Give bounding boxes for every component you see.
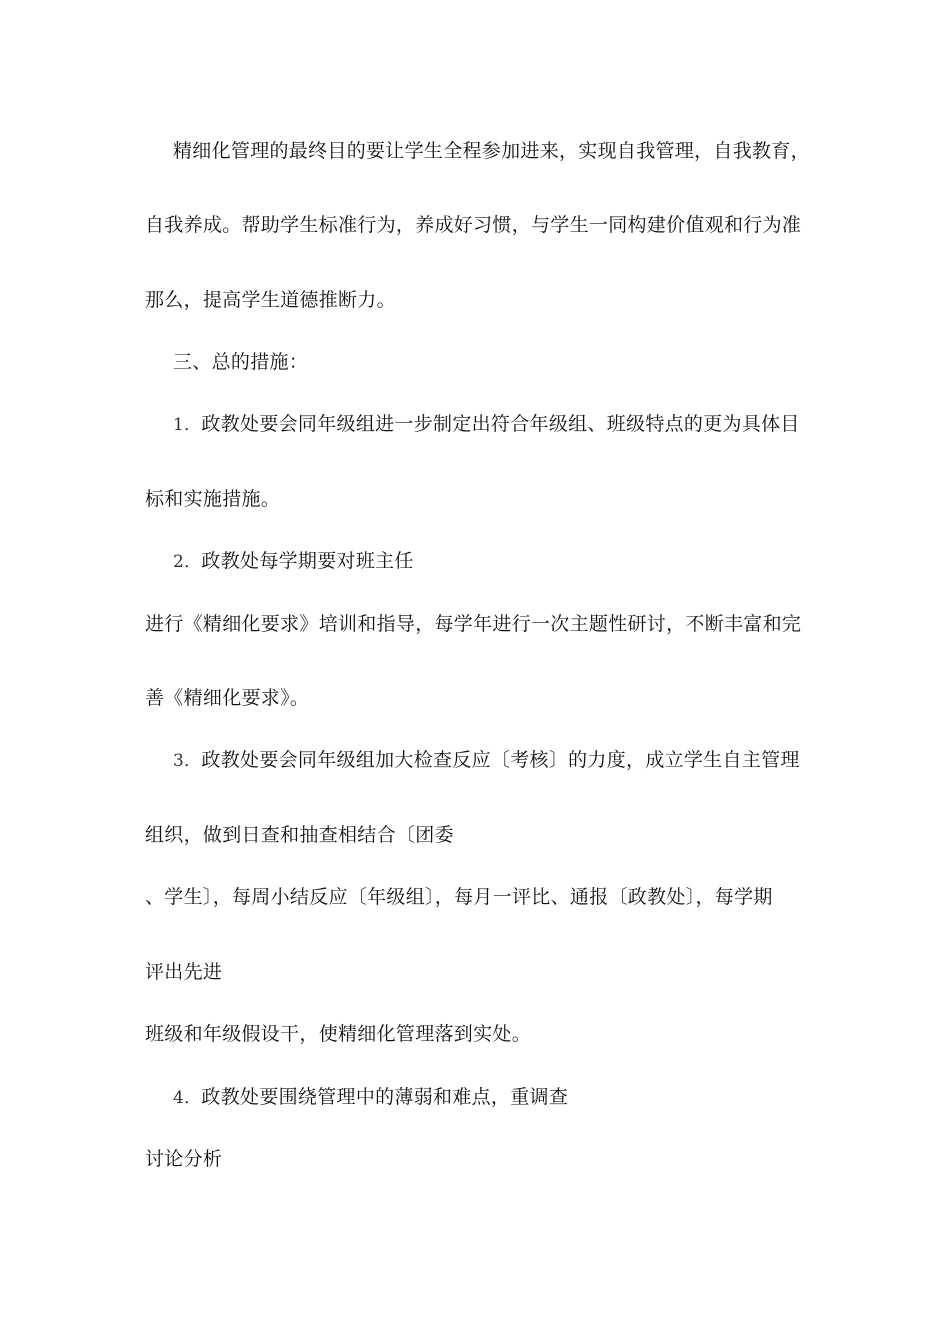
- paragraph-line: 那么，提高学生道德推断力。: [145, 289, 396, 311]
- list-item-3: [173, 747, 833, 774]
- paragraph-line: 讨论分析: [145, 1148, 223, 1170]
- list-item-text: 政教处要会同年级组加大检查反应〔考核〕的力度，成立学生自主管理: [201, 749, 800, 771]
- paragraph-line: 评出先进: [145, 961, 223, 983]
- item-number: 3．: [173, 751, 202, 771]
- list-item-4: [173, 1084, 833, 1111]
- item-number: 2．: [173, 552, 202, 572]
- paragraph-line: 班级和年级假设干，使精细化管理落到实处。: [145, 1023, 532, 1045]
- paragraph-line: 自我养成。帮助学生标准行为，养成好习惯，与学生一同构建价值观和行为准: [145, 214, 802, 236]
- list-item-2: [173, 548, 833, 575]
- paragraph-line: 善《精细化要求》。: [145, 687, 310, 709]
- item-number: 1．: [173, 415, 202, 435]
- paragraph-line: 标和实施措施。: [145, 488, 281, 510]
- list-item-text: 政教处要会同年级组进一步制定出符合年级组、班级特点的更为具体目: [201, 413, 800, 435]
- paragraph-line: 、学生〕，每周小结反应〔年级组〕，每月一评比、通报〔政教处〕，每学期: [145, 886, 773, 908]
- section-heading: 三、总的措施：: [173, 351, 309, 373]
- paragraph-line: 进行《精细化要求》培训和指导，每学年进行一次主题性研讨，不断丰富和完: [145, 613, 802, 635]
- item-number: 4．: [173, 1088, 202, 1108]
- list-item-text: 政教处要围绕管理中的薄弱和难点，重调查: [201, 1086, 569, 1108]
- paragraph-line: 组织，做到日查和抽查相结合〔团委: [145, 824, 454, 846]
- list-item-text: 政教处每学期要对班主任: [201, 550, 414, 572]
- paragraph-line: 精细化管理的最终目的要让学生全程参加进来，实现自我管理，自我教育，: [173, 140, 810, 162]
- list-item-1: [173, 411, 833, 438]
